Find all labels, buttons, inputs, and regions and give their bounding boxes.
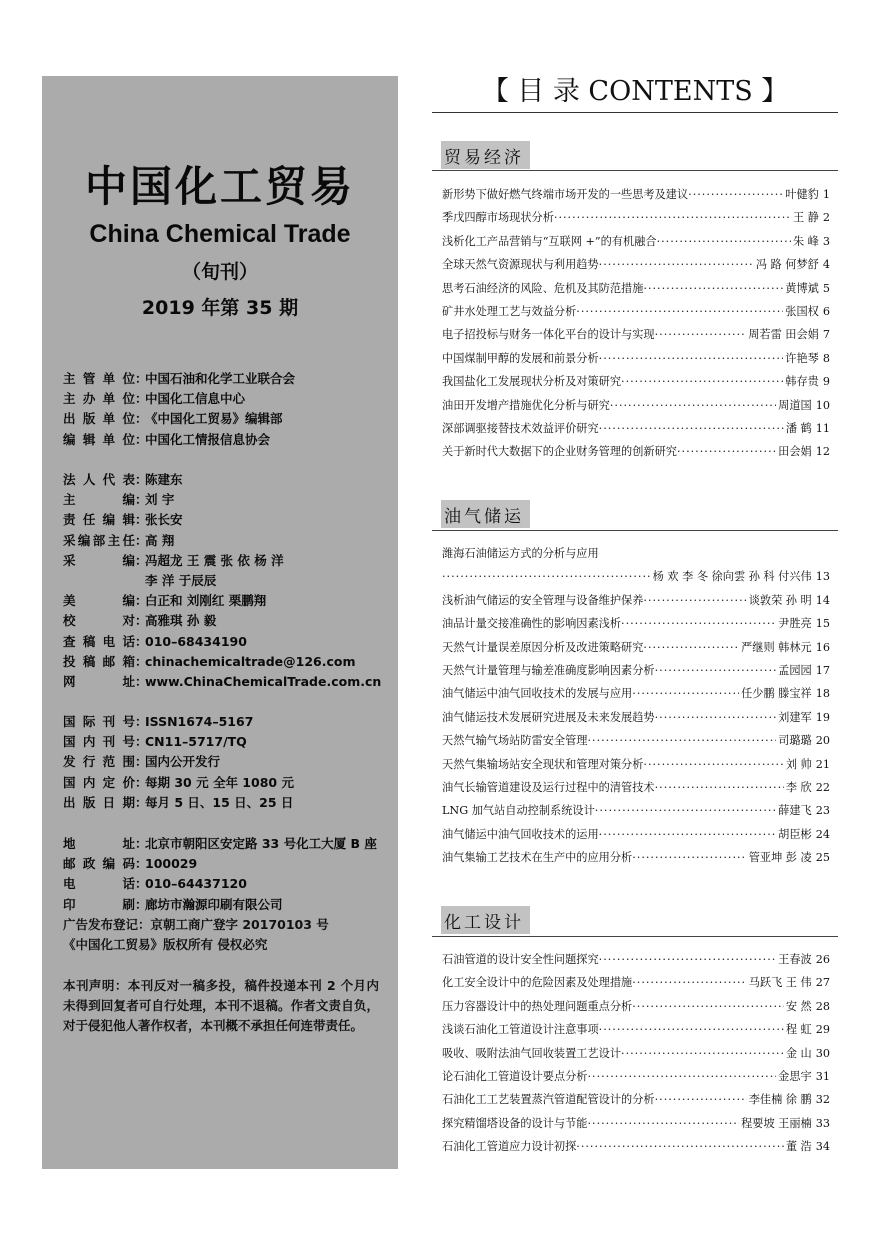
toc-entry-author: 叶健豹 [785, 188, 819, 201]
toc-entry [442, 971, 830, 994]
toc-entry-author: 董 浩 [785, 1140, 812, 1154]
toc-entry-author: 刘 帅 [785, 757, 812, 771]
toc-entry-title: 思考石油经济的风险、危机及其防范措施 [442, 281, 644, 295]
toc-entry-title: 浅析化工产品营销与“互联网 +”的有机融合 [442, 234, 657, 248]
toc-leader-dots [643, 589, 746, 612]
toc-entry [442, 682, 830, 705]
toc-leader-dots [599, 347, 784, 370]
toc-leader-dots [621, 1042, 784, 1065]
toc-entry [442, 323, 830, 346]
toc-entry-author: 马跃飞 王 伟 [748, 976, 812, 990]
info-colon: ： [135, 492, 148, 508]
toc-entry-page: 12 [815, 445, 830, 459]
toc-leader-dots [576, 300, 783, 323]
toc-leader-dots [599, 253, 754, 276]
toc-entry [442, 995, 830, 1018]
editorial-statement: 本刊声明：本刊反对一稿多投，稿件投递本刊 2 个月内未得到回复者可自行处理，本刊不退稿。作者文责自负，对于侵犯他人著作权者，本刊概不承担任何连带责任。 [63, 978, 379, 1033]
toc-entry [442, 347, 830, 370]
toc-entry-title: 全球天然气资源现状与利用趋势 [442, 258, 599, 272]
toc-entry-author: 张国权 [785, 304, 819, 318]
info-colon: ： [135, 876, 148, 892]
toc-entry-title: 油气长输管道建设及运行过程中的清管技术 [442, 780, 655, 794]
info-label: 发行范围 [63, 754, 135, 770]
toc-entry [442, 253, 830, 276]
journal-issue: 2019 年第 35 期 [141, 297, 299, 319]
info-value: 100029 [145, 856, 198, 872]
toc-entry [442, 948, 830, 971]
contact-info [63, 834, 393, 915]
toc-entry [442, 230, 830, 253]
info-value: 冯超龙 王 震 张 依 杨 洋 [145, 552, 284, 568]
info-colon: ： [135, 472, 148, 487]
toc-entry-author: 胡臣彬 [778, 827, 812, 841]
toc-entry-author: 杨 欢 李 冬 徐向雲 孙 科 付兴伟 [652, 570, 812, 584]
info-value: 高 翔 [145, 532, 175, 548]
section-divider [432, 530, 838, 531]
toc-entry-page: 20 [815, 734, 830, 748]
info-value: 国内公开发行 [145, 754, 221, 770]
toc-entry-page: 28 [815, 999, 830, 1013]
toc-entry-title: 我国盐化工发展现状分析及对策研究 [442, 375, 622, 389]
toc-entry-author: 周道国 [778, 398, 812, 412]
toc-entry [442, 659, 830, 682]
toc-entry-page: 22 [815, 780, 830, 794]
masthead-panel [42, 76, 398, 1169]
toc-entry-title: 石油化工工艺装置蒸汽管道配管设计的分析 [442, 1093, 655, 1107]
toc-entry-title: 矿井水处理工艺与效益分析 [442, 304, 577, 318]
info-label: 印刷 [63, 896, 135, 912]
info-colon: ： [135, 896, 148, 912]
toc-entry-title: 浅谈石油化工管道设计注意事项 [442, 1023, 599, 1037]
toc-entry [442, 1065, 830, 1088]
toc-entry-title: 新形势下做好燃气终端市场开发的一些思考及建议 [442, 188, 689, 201]
toc-entry-page: 33 [815, 1116, 830, 1130]
toc-leader-dots [643, 636, 739, 659]
info-row [63, 490, 393, 510]
info-label: 出版日期 [63, 794, 135, 810]
info-value: 刘 宇 [145, 492, 175, 508]
toc-entry [442, 1088, 830, 1111]
toc-entry-page: 32 [815, 1093, 830, 1107]
toc-entry-author: 朱 峰 [792, 234, 819, 248]
section-heading-design [441, 906, 530, 934]
info-value: 中国化工信息中心 [145, 391, 246, 407]
toc-leader-dots [632, 846, 746, 869]
info-label: 采编 [63, 552, 135, 568]
info-row [63, 834, 393, 854]
toc-entry-author: 孟园园 [778, 663, 812, 677]
info-row [63, 773, 393, 793]
copyright-notice: 《中国化工贸易》版权所有 侵权必究 [63, 937, 268, 953]
toc-entry-author: 管亚坤 彭 凌 [748, 851, 812, 865]
info-colon: ： [135, 794, 148, 810]
toc-entry [442, 370, 830, 393]
info-label: 主管单位 [63, 371, 135, 386]
info-row [63, 531, 393, 551]
toc-leader-dots [655, 659, 777, 682]
toc-entry [442, 542, 830, 589]
info-row [63, 712, 393, 732]
toc-list-design [442, 948, 830, 1159]
info-label: 邮政编码 [63, 856, 135, 872]
info-label: 查稿电话 [63, 633, 135, 649]
toc-leader-dots [677, 440, 776, 463]
section-label: 油气储运 [441, 500, 530, 528]
toc-entry [442, 753, 830, 776]
toc-entry-author: 李 欣 [785, 780, 812, 794]
toc-entry [442, 1018, 830, 1041]
info-colon: ： [135, 552, 148, 568]
journal-title-en: China Chemical Trade [89, 220, 351, 248]
info-value: 张长安 [145, 512, 183, 528]
toc-entry-page: 27 [815, 976, 830, 990]
info-colon: ： [135, 734, 148, 750]
toc-entry [442, 394, 830, 417]
info-colon: ： [135, 673, 148, 689]
toc-leader-dots [655, 706, 777, 729]
toc-entry-page: 8 [822, 351, 830, 365]
section-divider [432, 936, 838, 937]
toc-entry-title: 油品计量交接准确性的影响因素浅析 [442, 617, 622, 631]
info-value: 每期 30 元 全年 1080 元 [145, 774, 294, 790]
publisher-info [63, 369, 393, 450]
info-label: 网址 [63, 673, 135, 689]
toc-entry-author: 严继则 韩林元 [741, 640, 812, 654]
toc-entry-title: 吸收、吸附法油气回收装置工艺设计 [442, 1046, 622, 1060]
toc-leader-dots [599, 1018, 784, 1041]
info-row [63, 752, 393, 772]
toc-entry [442, 417, 830, 440]
toc-leader-dots [632, 682, 739, 705]
toc-entry-author: 田会娟 [778, 445, 812, 459]
toc-entry [442, 300, 830, 323]
toc-entry-title: 探究精馏塔设备的设计与节能 [442, 1116, 588, 1130]
info-colon: ： [135, 714, 148, 729]
info-value: 《中国化工贸易》编辑部 [145, 411, 283, 427]
info-row [63, 652, 393, 672]
info-row [63, 895, 393, 915]
toc-entry-page: 10 [815, 398, 830, 412]
info-value: 中国化工情报信息协会 [145, 431, 271, 447]
info-row [63, 369, 393, 389]
toc-entry-title: 油气储运中油气回收技术的运用 [442, 827, 599, 841]
toc-entry-author: 王 静 [792, 211, 819, 225]
toc-entry-title: 天然气集输场站安全现状和管理对策分析 [442, 757, 644, 771]
info-colon: ： [135, 593, 148, 609]
toc-entry-page: 3 [822, 234, 830, 248]
info-row [63, 874, 393, 894]
info-value: 每月 5 日、15 日、25 日 [145, 794, 294, 810]
toc-leader-dots [655, 1088, 747, 1111]
info-value: 白正和 刘刚红 栗鹏翔 [145, 593, 267, 609]
toc-leader-dots [599, 948, 777, 971]
toc-entry-author: 金思宇 [778, 1069, 812, 1083]
toc-entry [442, 1135, 830, 1158]
toc-entry [442, 706, 830, 729]
toc-entry [442, 1112, 830, 1135]
section-label: 贸易经济 [441, 141, 530, 169]
info-colon: ： [135, 774, 148, 790]
toc-entry-author: 程要坡 王丽楠 [741, 1116, 812, 1130]
toc-entry-title: 石油化工管道应力设计初探 [442, 1140, 577, 1154]
toc-entry-page: 24 [815, 827, 830, 841]
toc-entry-title: 论石油化工管道设计要点分析 [442, 1069, 588, 1083]
toc-entry-author: 冯 路 何梦舒 [755, 258, 819, 272]
info-label: 出版单位 [63, 411, 135, 427]
toc-entry-page: 26 [815, 953, 830, 966]
toc-entry-author: 李佳楠 徐 鹏 [748, 1093, 812, 1107]
info-label: 电话 [63, 876, 135, 892]
toc-leader-dots [587, 1065, 776, 1088]
info-value: 中国石油和化学工业联合会 [145, 371, 296, 386]
section-label: 化工设计 [441, 906, 530, 934]
toc-entry [442, 183, 830, 206]
info-row [63, 510, 393, 530]
info-value: 廊坊市瀚源印刷有限公司 [145, 896, 283, 912]
toc-entry-author: 王春波 [778, 953, 812, 966]
info-row [63, 409, 393, 429]
toc-leader-dots [643, 753, 783, 776]
toc-entry-page: 16 [815, 640, 830, 654]
toc-entry-page: 5 [822, 281, 830, 295]
info-label: 地址 [63, 836, 135, 851]
toc-entry-author: 金 山 [785, 1046, 812, 1060]
toc-entry-page: 18 [815, 687, 830, 701]
info-label: 投稿邮箱 [63, 653, 135, 669]
toc-entry-author: 任少鹏 滕宝祥 [741, 687, 812, 701]
info-colon: ： [135, 391, 148, 407]
info-row [63, 611, 393, 631]
info-value: 高雅琪 孙 毅 [145, 613, 217, 629]
info-label: 法人代表 [63, 472, 135, 487]
toc-leader-dots [595, 799, 776, 822]
toc-entry [442, 206, 830, 229]
info-value: CN11–5717/TQ [145, 734, 247, 750]
toc-entry-title: 天然气计量管理与输差准确度影响因素分析 [442, 663, 655, 677]
toc-entry-author: 潘 鹤 [785, 421, 812, 435]
info-row [63, 854, 393, 874]
info-colon: ： [135, 836, 148, 851]
toc-list-trade [442, 183, 830, 464]
toc-entry-page: 2 [822, 211, 830, 225]
toc-entry-page: 4 [822, 258, 830, 272]
toc-entry [442, 1042, 830, 1065]
toc-entry-page: 19 [815, 710, 830, 724]
toc-leader-dots [632, 971, 746, 994]
toc-leader-dots [621, 370, 783, 393]
toc-entry-title: 化工安全设计中的危险因素及处理措施 [442, 976, 633, 990]
journal-title-cn: 中国化工贸易 [84, 162, 355, 211]
toc-entry-title: 油气储运技术发展研究进展及未来发展趋势 [442, 710, 655, 724]
toc-entry-page: 1 [822, 188, 830, 201]
toc-entry-author: 程 虹 [785, 1023, 812, 1037]
toc-entry [442, 612, 830, 635]
info-value: 陈建东 [145, 472, 183, 487]
toc-entry-title: 浅析油气储运的安全管理与设备维护保养 [442, 593, 644, 607]
toc-entry-page: 25 [815, 851, 830, 865]
toc-entry-title: 油气集输工艺技术在生产中的应用分析 [442, 851, 633, 865]
info-label: 国际刊号 [63, 714, 135, 729]
toc-leader-dots [610, 394, 776, 417]
info-row [63, 632, 393, 652]
info-value: 010–68434190 [145, 633, 247, 649]
toc-entry-title: 中国煤制甲醇的发展和前景分析 [442, 351, 599, 365]
toc-entry-title: 天然气输气场站防雷安全管理 [442, 734, 588, 748]
staff-info [63, 470, 393, 692]
section-divider [432, 170, 838, 171]
toc-entry-title: 潍海石油储运方式的分析与应用 [442, 547, 599, 560]
toc-entry-title: 油气储运中油气回收技术的发展与应用 [442, 687, 633, 701]
info-colon: ： [135, 633, 148, 649]
toc-entry-title: 石油管道的设计安全性问题探究 [442, 953, 599, 966]
toc-leader-dots [576, 1135, 784, 1158]
toc-list-storage [442, 542, 830, 869]
info-row [63, 430, 393, 450]
toc-entry-author: 许艳琴 [785, 351, 819, 365]
info-colon: ： [135, 431, 148, 447]
info-label: 主编 [63, 492, 135, 508]
toc-leader-dots [554, 206, 791, 229]
info-colon: ： [135, 613, 148, 629]
toc-entry-page: 23 [815, 804, 830, 818]
info-colon: ： [135, 653, 148, 669]
toc-leader-dots [655, 323, 747, 346]
info-row [63, 793, 393, 813]
section-heading-storage [441, 500, 530, 528]
toc-entry-title: 电子招投标与财务一体化平台的设计与实现 [442, 328, 655, 342]
toc-entry [442, 636, 830, 659]
toc-entry-page: 7 [822, 328, 830, 342]
toc-leader-dots [632, 995, 784, 1018]
info-label: 国内定价 [63, 774, 135, 790]
toc-entry-page: 11 [815, 421, 830, 435]
toc-entry-author: 尹胜亮 [778, 617, 812, 631]
info-colon: ： [135, 532, 148, 548]
toc-entry [442, 440, 830, 463]
info-row [63, 591, 393, 611]
info-row [63, 470, 393, 490]
toc-entry-author: 韩存贵 [785, 375, 819, 389]
toc-entry-page: 17 [815, 663, 830, 677]
toc-entry [442, 799, 830, 822]
info-label: 采编部主任 [63, 532, 135, 548]
toc-entry-author: 周若雷 田会娟 [748, 328, 819, 342]
info-value: chinachemicaltrade@126.com [145, 653, 356, 669]
info-row [63, 672, 393, 692]
info-value: 北京市朝阳区安定路 33 号化工大厦 B 座 [145, 836, 377, 851]
toc-entry [442, 823, 830, 846]
toc-entry-title: 油田开发增产措施优化分析与研究 [442, 398, 610, 412]
toc-entry [442, 846, 830, 869]
section-heading-trade [441, 141, 530, 169]
toc-entry-page: 30 [815, 1046, 830, 1060]
toc-entry-page: 34 [815, 1140, 830, 1154]
toc-entry-page: 31 [815, 1069, 830, 1083]
toc-entry-page: 15 [815, 617, 830, 631]
toc-entry-page: 6 [822, 304, 830, 318]
toc-entry [442, 589, 830, 612]
toc-entry-line2 [442, 565, 830, 588]
publication-info [63, 712, 393, 813]
info-label: 责任编辑 [63, 512, 135, 528]
registration-block [63, 915, 393, 955]
toc-entry-title: 深部调驱接替技术效益评价研究 [442, 421, 599, 435]
ad-registration: 广告发布登记：京朝工商广登字 20170103 号 [63, 917, 329, 932]
toc-entry-page: 13 [815, 570, 830, 584]
toc-leader-dots [599, 823, 777, 846]
toc-entry-author: 司璐璐 [778, 734, 812, 748]
toc-leader-dots [442, 565, 651, 588]
toc-leader-dots [657, 230, 791, 253]
info-colon: ： [135, 512, 148, 528]
info-label: 校对 [63, 613, 135, 629]
contents-header [432, 72, 838, 113]
info-colon: ： [135, 371, 148, 386]
toc-entry [442, 277, 830, 300]
toc-entry-page: 9 [822, 375, 830, 389]
info-row [63, 551, 393, 571]
toc-entry-title: 压力容器设计中的热处理问题重点分析 [442, 999, 633, 1013]
toc-entry-page: 21 [815, 757, 830, 771]
toc-entry-title: 季戊四醇市场现状分析 [442, 211, 554, 225]
toc-entry-author: 谈敦荣 孙 明 [748, 593, 812, 607]
toc-entry-author: 安 然 [785, 999, 812, 1013]
toc-entry-title: 关于新时代大数据下的企业财务管理的创新研究 [442, 445, 677, 459]
info-colon: ： [135, 856, 148, 872]
journal-frequency: （旬刊） [181, 261, 258, 283]
toc-leader-dots [599, 417, 784, 440]
toc-entry-title: 天然气计量误差原因分析及改进策略研究 [442, 640, 644, 654]
info-row [63, 732, 393, 752]
contents-title: 【 目 录 CONTENTS 】 [481, 76, 789, 107]
toc-leader-dots [587, 1112, 739, 1135]
toc-leader-dots [655, 776, 784, 799]
info-value: www.ChinaChemicalTrade.com.cn [145, 673, 382, 689]
info-value: 李 洋 于辰辰 [145, 572, 217, 588]
info-row [63, 571, 393, 591]
toc-leader-dots [587, 729, 776, 752]
info-value: ISSN1674–5167 [145, 714, 254, 729]
info-value: 010–64437120 [145, 876, 247, 892]
toc-leader-dots [643, 277, 783, 300]
toc-entry-page: 14 [815, 593, 830, 607]
info-colon: ： [135, 754, 148, 770]
toc-entry [442, 729, 830, 752]
info-label: 编辑单位 [63, 431, 135, 447]
info-row [63, 389, 393, 409]
toc-leader-dots [621, 612, 776, 635]
info-colon: ： [135, 411, 148, 427]
toc-entry-author: 刘建军 [778, 710, 812, 724]
toc-leader-dots [688, 183, 783, 206]
toc-entry-page: 29 [815, 1023, 830, 1037]
info-label: 国内刊号 [63, 734, 135, 750]
info-label: 美编 [63, 593, 135, 609]
toc-entry-author: 薛建飞 [778, 804, 812, 818]
info-label: 主办单位 [63, 391, 135, 407]
toc-entry [442, 776, 830, 799]
toc-entry-title: LNG 加气站自动控制系统设计 [442, 804, 595, 818]
toc-entry-author: 黄博斌 [785, 281, 819, 295]
